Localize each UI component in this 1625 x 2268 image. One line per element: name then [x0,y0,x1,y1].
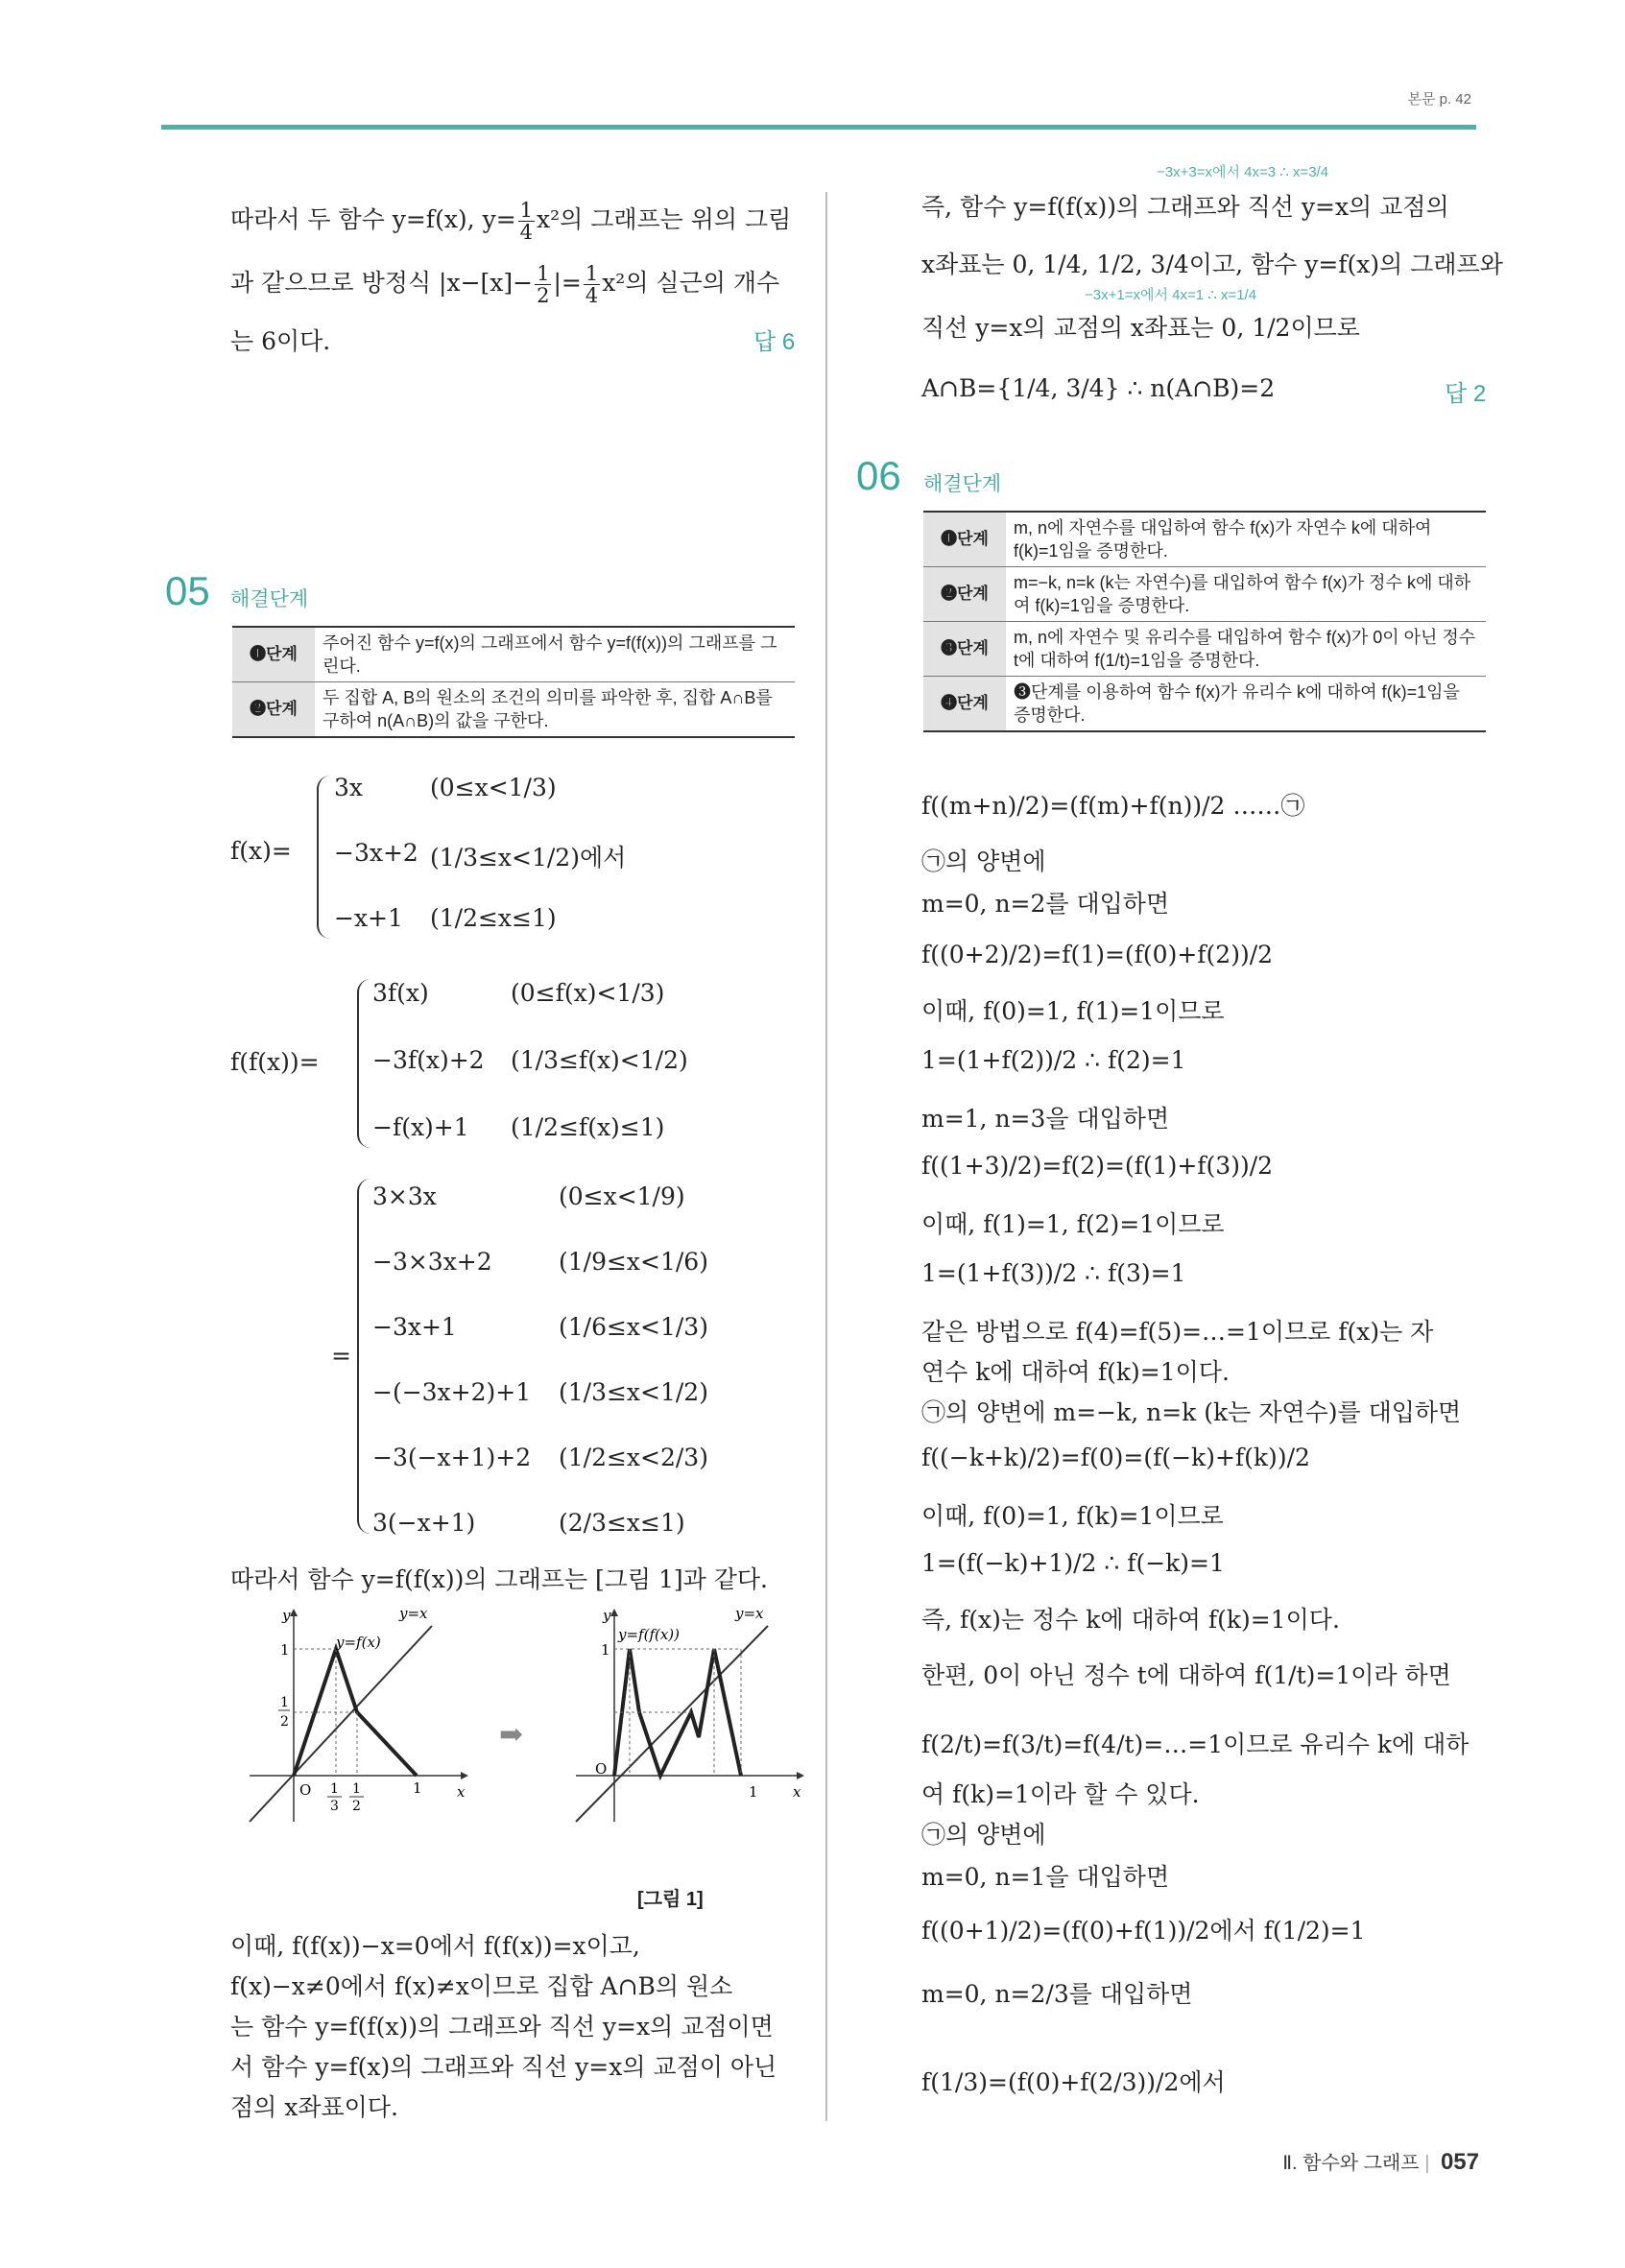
step-row [923,622,1486,677]
step-text: ❸단계를 이용하여 함수 f(x)가 유리수 k에 대하여 f(k)=1임을 증명한다. [1006,677,1486,732]
solution-line: ㉠의 양변에 [921,848,1046,875]
solution-line: x좌표는 0, 1/4, 1/2, 3/4이고, 함수 y=f(x)의 그래프와 [921,251,1503,278]
solution-line: 이때, f(1)=1, f(2)=1이므로 [921,1210,1225,1238]
solution-line: f(2/t)=f(3/t)=f(4/t)=…=1이므로 유리수 k에 대하 [921,1731,1470,1758]
tick-label: 1 [352,1781,361,1797]
ffx-lhs: f(f(x))= [230,1048,320,1076]
solution-line: ㉠의 양변에 m=−k, n=k (k는 자연수)를 대입하면 [921,1398,1462,1426]
solution-line: m=1, n=3을 대입하면 [921,1105,1170,1133]
x-axis-arrow-icon [797,1772,804,1779]
answer-prev: 답 6 [753,329,796,355]
fx-case: −x+1 [334,904,403,932]
section-title-06: 해결단계 [923,473,1002,495]
arrow-icon: ➡ [499,1718,524,1752]
solution-line: f((−k+k)/2)=f(0)=(f(−k)+f(k))/2 [921,1444,1310,1471]
solution-line: 이때, f(0)=1, f(k)=1이므로 [921,1502,1224,1530]
ffx-case: −f(x)+1 [372,1113,469,1141]
ffx-case: 3f(x) [372,979,429,1007]
solution-line: 즉, f(x)는 정수 k에 대하여 f(k)=1이다. [921,1606,1340,1634]
x-label: x [793,1783,801,1801]
solution-line: 이때, f(0)=1, f(1)=1이므로 [921,997,1225,1025]
step-text: 두 집합 A, B의 원소의 조건의 의미를 파악한 후, 집합 A∩B를 구하여 n(A∩B)의 값을 구한다. [315,682,795,738]
x-label: x [457,1783,466,1801]
line-label: y=x [735,1605,764,1622]
ffx-cond: (0≤f(x)<1/3) [511,979,665,1007]
eq-cond: (0≤x<1/9) [559,1182,685,1210]
step-row [232,682,795,738]
chapter-label: Ⅱ. 함수와 그래프 [1282,2153,1420,2174]
tick-label: 1 [280,1695,289,1710]
solution-line: m=0, n=2/3를 대입하면 [921,1980,1193,2008]
step-label: ❶단계 [232,627,315,682]
fx-cond: (1/3≤x<1/2)에서 [430,844,627,871]
eq-cond: (1/2≤x<2/3) [559,1444,708,1471]
eq-cond: (1/3≤x<1/2) [559,1378,708,1406]
section-number-06: 06 [856,453,901,498]
answer: 답 2 [1445,381,1487,407]
section-title-05: 해결단계 [230,588,309,610]
fx-lhs: f(x)= [230,837,292,865]
solution-line: 여 f(k)=1이라 할 수 있다. [921,1780,1200,1808]
solution-line: 같은 방법으로 f(4)=f(5)=…=1이므로 f(x)는 자 [921,1318,1434,1346]
tick-label: 1 [601,1641,610,1659]
solution-line: f((0+2)/2)=f(1)=(f(0)+f(2))/2 [921,941,1274,968]
steps-table-06 [923,511,1486,732]
y-label: y [603,1607,611,1624]
intro-line-3: 는 6이다. [230,327,331,355]
eq-lhs: = [331,1342,351,1370]
ffx-cond: (1/2≤f(x)≤1) [511,1113,665,1141]
tick-label: 2 [352,1799,361,1814]
steps-table-05 [232,626,795,738]
origin-label: O [595,1760,608,1778]
y-axis-arrow-icon [610,1609,618,1616]
solution-line: f(1/3)=(f(0)+f(2/3))/2에서 [921,2068,1226,2096]
conclusion-line: 점의 x좌표이다. [230,2093,398,2121]
eq-case: −(−3x+2)+1 [372,1378,532,1406]
eq-case: −3x+1 [372,1313,457,1341]
page-number: 057 [1440,2149,1479,2175]
eq-case: 3×3x [372,1182,437,1210]
annotation-note: −3x+3=x에서 4x=3 ∴ x=3/4 [1157,164,1329,180]
step-text: m=−k, n=k (k는 자연수)를 대입하여 함수 f(x)가 정수 k에 대하여 f(k)=1임을 증명한다. [1006,567,1486,622]
solution-line: A∩B={1/4, 3/4} ∴ n(A∩B)=2 [921,374,1276,402]
step-label: ❶단계 [923,512,1006,567]
solution-line: f((1+3)/2)=f(2)=(f(1)+f(3))/2 [921,1152,1274,1180]
origin-label: O [299,1781,312,1799]
solution-line: 연수 k에 대하여 f(k)=1이다. [921,1358,1230,1386]
solution-line: 1=(f(−k)+1)/2 ∴ f(−k)=1 [921,1549,1225,1577]
step-text: m, n에 자연수를 대입하여 함수 f(x)가 자연수 k에 대하여 f(k)=1임을 증명한다. [1006,512,1486,567]
y-label: y [282,1607,291,1624]
tick-label: 1 [280,1641,290,1659]
step-row [923,677,1486,732]
step-row [232,627,795,682]
solution-line: m=0, n=2를 대입하면 [921,890,1170,918]
step-label: ❷단계 [923,567,1006,622]
graph-ffx [566,1605,806,1864]
y-axis-arrow-icon [290,1609,298,1616]
column-divider [825,192,827,2121]
solution-line: 한편, 0이 아닌 정수 t에 대하여 f(1/t)=1이라 하면 [921,1661,1451,1689]
graph-fx [230,1605,470,1826]
intro-line-1: 따라서 두 함수 y=f(x), y= $\frac{1}{4}$ x²의 그래프는 위의 그림 [230,199,792,244]
curve-label: y=f(f(x)) [618,1626,681,1643]
fx-case: 3x [334,774,364,801]
tick-label: 3 [330,1799,339,1814]
conclusion-line: 이때, f(f(x))−x=0에서 f(f(x))=x이고, [230,1932,640,1960]
solution-line: ㉠의 양변에 [921,1821,1046,1849]
tick-label: 1 [413,1779,422,1797]
eq-case: −3×3x+2 [372,1248,492,1276]
page-reference: 본문 p. 42 [1407,91,1471,107]
x-axis-arrow-icon [461,1772,468,1779]
step-text: 주어진 함수 y=f(x)의 그래프에서 함수 y=f(f(x))의 그래프를 그린다. [315,627,795,682]
step-label: ❹단계 [923,677,1006,732]
tick-label: 2 [280,1714,289,1730]
fx-cond: (0≤x<1/3) [430,774,557,801]
fx-case: −3x+2 [334,839,418,867]
step-row [923,512,1486,567]
solution-line: 1=(1+f(3))/2 ∴ f(3)=1 [921,1259,1186,1287]
ffx-cond: (1/3≤f(x)<1/2) [511,1046,688,1074]
eq-case: −3(−x+1)+2 [372,1444,532,1471]
graph-sentence: 따라서 함수 y=f(f(x))의 그래프는 [그림 1]과 같다. [230,1565,768,1593]
top-rule [161,125,1476,130]
annotation-note: −3x+1=x에서 4x=1 ∴ x=1/4 [1085,287,1257,303]
solution-line: f((0+1)/2)=(f(0)+f(1))/2에서 f(1/2)=1 [921,1917,1366,1945]
figure-caption: [그림 1] [637,1889,704,1910]
tick-label: 1 [330,1781,339,1797]
eq-cond: (1/9≤x<1/6) [559,1248,708,1276]
conclusion-line: 는 함수 y=f(f(x))의 그래프와 직선 y=x의 교점이면 [230,2013,774,2041]
fx-cond: (1/2≤x≤1) [430,904,557,932]
solution-line: m=0, n=1을 대입하면 [921,1863,1170,1891]
step-text: m, n에 자연수 및 유리수를 대입하여 함수 f(x)가 0이 아닌 정수 t에 대하여 f(1/t)=1임을 증명한다. [1006,622,1486,677]
line-y-equals-x [250,1626,432,1822]
line-label: y=x [399,1605,428,1622]
solution-line: 직선 y=x의 교점의 x좌표는 0, 1/2이므로 [921,314,1360,342]
step-label: ❸단계 [923,622,1006,677]
page-footer: Ⅱ. 함수와 그래프 | 057 [1282,2149,1479,2175]
conclusion-line: 서 함수 y=f(x)의 그래프와 직선 y=x의 교점이 아닌 [230,2053,777,2081]
eq-cond: (2/3≤x≤1) [559,1509,685,1537]
curve-label: y=f(x) [336,1634,381,1651]
solution-line: 즉, 함수 y=f(f(x))의 그래프와 직선 y=x의 교점의 [921,193,1449,221]
step-row [923,567,1486,622]
intro-line-2: 과 같으므로 방정식 |x−[x]− $\frac{1}{2}$ |= $\frac{1}{4}$ x²의 실근의 개수 [230,262,780,307]
ffx-case: −3f(x)+2 [372,1046,485,1074]
tick-label: 1 [749,1783,758,1801]
conclusion-line: f(x)−x≠0에서 f(x)≠x이므로 집합 A∩B의 원소 [230,1972,733,2000]
section-number-05: 05 [165,568,210,613]
eq-brace [357,1179,372,1534]
ffx-brace [357,979,372,1148]
solution-line: f((m+n)/2)=(f(m)+f(n))/2 ……㉠ [921,792,1305,820]
step-label: ❷단계 [232,682,315,738]
solution-line: 1=(1+f(2))/2 ∴ f(2)=1 [921,1046,1186,1074]
eq-case: 3(−x+1) [372,1509,476,1537]
fx-brace [317,776,332,939]
eq-cond: (1/6≤x<1/3) [559,1313,708,1341]
